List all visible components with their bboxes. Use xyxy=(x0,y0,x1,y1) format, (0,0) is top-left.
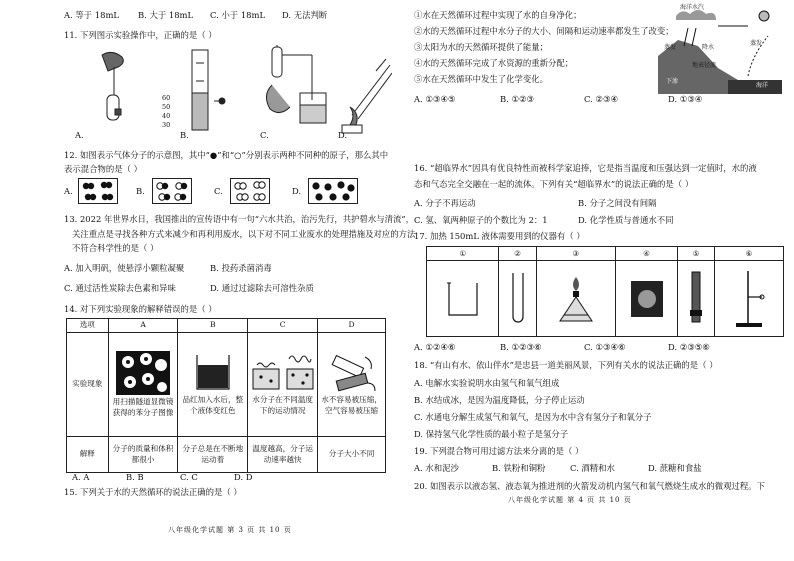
q17-num-3: ③ xyxy=(536,247,616,261)
diagram-label-ocean: 海洋 xyxy=(756,82,769,89)
q16-option-d[interactable]: D. 化学性质与普通水不同 xyxy=(578,215,674,225)
q11-label-a[interactable]: A. xyxy=(75,130,84,140)
q17-num-5: ⑤ xyxy=(677,247,714,261)
q13-line3: 不符合科学性的是（ ） xyxy=(72,243,159,253)
q16-option-c[interactable]: C. 氢、氧两种原子的个数比为 2：1 xyxy=(414,215,548,225)
q14-header-option: 选项 xyxy=(67,319,109,333)
q17-num-6: ⑥ xyxy=(715,247,784,261)
q13-line2: 关注重点是寻找各种方式来减少和再利用废水，以下对不同工业废水的处理措施及对应的方法 xyxy=(72,229,416,239)
q14-explain-c: 温度越高，分子运动速率越快 xyxy=(248,437,318,473)
q10-option-a[interactable]: A. 等于 18mL xyxy=(64,10,119,20)
q16-option-a[interactable]: A. 分子不再运动 xyxy=(414,198,476,208)
q14-row1-label: 实验现象 xyxy=(67,333,109,437)
q19-option-c[interactable]: C. 酒精和水 xyxy=(570,463,615,473)
q11-stem: 11. 下列图示实验操作中，正确的是（ ） xyxy=(64,30,217,40)
molecule-box-b-icon xyxy=(152,178,192,204)
right-page-footer: 八年级化学试题 第 4 页 共 10 页 xyxy=(508,496,632,504)
q17-option-c[interactable]: C. ①③④⑥ xyxy=(584,342,626,352)
scale-30: 30 xyxy=(162,121,171,129)
q17-num-2: ② xyxy=(499,247,536,261)
beaker-red-liquid-icon xyxy=(193,353,233,393)
water-cycle-diagram xyxy=(658,6,782,94)
alcohol-lamp-icon xyxy=(554,273,598,325)
q14-explain-a: 分子的质量和体积都很小 xyxy=(108,437,178,473)
q10-option-d[interactable]: D. 无法判断 xyxy=(282,10,328,20)
q15-item-5: ⑤水在天然循环中发生了化学变化。 xyxy=(414,74,548,84)
q12-figures xyxy=(64,178,394,206)
q15-item-4: ④水的天然循环完成了水资源的重新分配； xyxy=(414,58,574,68)
q16-option-b[interactable]: B. 分子之间没有间隔 xyxy=(578,198,657,208)
q20-stem: 20. 如图表示以液态氢、液态氧为推进剂的火箭发动机内氢气和氧气燃烧生成水的微观过程。下 xyxy=(414,481,765,491)
q14-cell-c1 xyxy=(248,333,318,437)
q14-cell-a1 xyxy=(108,333,178,437)
q17-stem: 17. 加热 150mL 液体需要用到的仪器有（ ） xyxy=(414,231,585,241)
q18-stem: 18. “有山有水、依山伴水”是忠县一道美丽风景，下列有关水的说法正确的是（ ） xyxy=(414,360,718,370)
scale-50: 50 xyxy=(162,103,171,111)
q17-option-b[interactable]: B. ①②③⑥ xyxy=(500,342,542,352)
q14-cell-b1 xyxy=(178,333,248,437)
left-page xyxy=(58,0,416,561)
q14-table xyxy=(66,318,386,473)
q14-explain-b: 分子总是在不断地运动着 xyxy=(178,437,248,473)
q13-option-a[interactable]: A. 加入明矾，使悬浮小颗粒凝聚 xyxy=(64,263,185,273)
diagram-label-evap1: 蒸发 xyxy=(664,44,677,51)
diagram-label-evap2: 蒸发 xyxy=(750,40,763,47)
water-molecules-temperature-icon xyxy=(251,353,315,393)
asbestos-gauze-icon xyxy=(630,280,664,318)
q14-explain-d: 分子大小不同 xyxy=(318,437,386,473)
q17-num-1: ① xyxy=(427,247,499,261)
beaker-icon xyxy=(443,279,483,319)
q15-option-a[interactable]: A. ①③④⑤ xyxy=(414,94,456,104)
q12-label-a[interactable]: A. xyxy=(64,186,73,196)
q11-label-d[interactable]: D. xyxy=(338,130,348,140)
q13-option-b[interactable]: B. 投药杀菌消毒 xyxy=(210,263,272,273)
q14-option-c[interactable]: C. C xyxy=(180,472,198,482)
q17-beaker-cell xyxy=(427,261,499,337)
q18-option-d[interactable]: D. 保持氢气化学性质的最小粒子是氢分子 xyxy=(414,429,569,439)
benzene-stm-image-icon xyxy=(116,351,170,395)
q13-line1: 13. 2022 年世界水日，我国推出的宣传语中有一句“六水共治，治污先行，共护碧水与清流”， xyxy=(64,214,415,224)
diagram-label-infiltration: 下渗 xyxy=(666,78,679,85)
q15-option-c[interactable]: C. ②③④ xyxy=(584,94,618,104)
q14-header-d: D xyxy=(318,319,386,333)
q15-item-2: ②水的天然循环过程中水分子的大小、间隔和运动速率都发生了改变； xyxy=(414,26,674,36)
test-tube-icon xyxy=(508,271,528,327)
q17-burner-cell xyxy=(536,261,616,337)
molecule-box-a-icon xyxy=(78,178,118,204)
q10-option-c[interactable]: C. 小于 18mL xyxy=(210,10,266,20)
diagram-label-precip: 降水 xyxy=(702,44,715,51)
q14-header-a: A xyxy=(108,319,178,333)
q14-option-a[interactable]: A. A xyxy=(72,472,90,482)
q19-option-d[interactable]: D. 蔗糖和食盐 xyxy=(648,463,702,473)
molecule-box-d-icon xyxy=(308,178,358,204)
q15-option-d[interactable]: D. ①③④ xyxy=(668,94,703,104)
q17-gauze-cell xyxy=(616,261,678,337)
diagram-label-vapor: 海洋水汽 xyxy=(680,4,705,11)
q12-label-c[interactable]: C. xyxy=(214,186,223,196)
q14-phenomenon-b: 品红加入水后，整个液体变红色 xyxy=(182,395,244,415)
q10-option-b[interactable]: B. 大于 18mL xyxy=(138,10,194,20)
q11-label-c[interactable]: C. xyxy=(260,130,269,140)
q17-option-a[interactable]: A. ①②④⑥ xyxy=(414,342,456,352)
q14-cell-d1 xyxy=(318,333,386,437)
q13-option-c[interactable]: C. 通过活性炭除去色素和异味 xyxy=(64,283,176,293)
q19-stem: 19. 下列混合物可用过滤方法来分离的是（ ） xyxy=(414,446,584,456)
q14-option-b[interactable]: B. B xyxy=(126,472,144,482)
q17-option-d[interactable]: D. ②③⑤⑥ xyxy=(668,342,710,352)
q14-option-d[interactable]: D. D xyxy=(234,472,253,482)
q17-tongs-cell xyxy=(677,261,714,337)
scale-60: 60 xyxy=(162,94,171,102)
q15-item-3: ③太阳为水的天然循环提供了能量； xyxy=(414,42,548,52)
q14-header-c: C xyxy=(248,319,318,333)
q12-label-d[interactable]: D. xyxy=(292,186,302,196)
q15-option-b[interactable]: B. ①②③ xyxy=(500,94,535,104)
q11-label-b[interactable]: B. xyxy=(180,130,189,140)
scale-40: 40 xyxy=(162,112,171,120)
q11-cylinder-scale xyxy=(162,94,170,130)
iron-stand-icon xyxy=(730,269,768,329)
syringe-compression-icon xyxy=(327,353,377,393)
test-tube-holder-icon xyxy=(686,270,706,328)
q12-label-b[interactable]: B. xyxy=(136,186,145,196)
q14-row2-label: 解释 xyxy=(67,437,109,473)
q15-stem: 15. 下列关于水的天然循环的说法正确的是（ ） xyxy=(64,487,242,497)
q14-phenomenon-c: 水分子在不同温度下的运动情况 xyxy=(252,395,314,415)
q11-apparatus-icons xyxy=(92,45,392,135)
q18-option-a[interactable]: A. 电解水实验说明水由氢气和氧气组成 xyxy=(414,378,560,388)
q17-testtube-cell xyxy=(499,261,536,337)
q14-stem: 14. 对下列实验现象的解释错误的是（ ） xyxy=(64,304,217,314)
q14-header-b: B xyxy=(178,319,248,333)
q19-option-a[interactable]: A. 水和泥沙 xyxy=(414,463,459,473)
q12-stem-line1: 12. 如图表示气体分子的示意图，其中“●”和“○”分别表示两种不同种的原子，那么其中 xyxy=(64,150,389,160)
q17-stand-cell xyxy=(715,261,784,337)
q15-item-1: ①水在天然循环过程中实现了水的自身净化； xyxy=(414,10,582,20)
q18-option-b[interactable]: B. 水结成冰，是因为温度降低，分子停止运动 xyxy=(414,395,585,405)
q13-option-d[interactable]: D. 通过过滤除去可溶性杂质 xyxy=(210,283,314,293)
q17-num-4: ④ xyxy=(616,247,678,261)
q19-option-b[interactable]: B. 铁粉和铜粉 xyxy=(492,463,546,473)
molecule-box-c-icon xyxy=(230,178,270,204)
q14-phenomenon-a: 用扫描隧道显微镜获得的苯分子图像 xyxy=(112,397,174,417)
q11-figures xyxy=(92,45,392,135)
q18-option-c[interactable]: C. 水通电分解生成氢气和氧气，是因为水中含有氢分子和氧分子 xyxy=(414,412,652,422)
right-page xyxy=(414,0,784,561)
q16-line1: 16. “超临界水”因具有优良特性而被科学家追捧，它是指当温度和压强达到一定值时，水的液 xyxy=(414,163,757,173)
q17-instrument-table xyxy=(426,246,784,337)
diagram-label-runoff: 地表径流 xyxy=(692,62,717,69)
q14-phenomenon-d: 水不容易被压缩，空气容易被压缩 xyxy=(321,395,382,415)
q12-stem-line2: 表示混合物的是（ ） xyxy=(64,164,143,174)
left-page-footer: 八年级化学试题 第 3 页 共 10 页 xyxy=(168,526,292,534)
q16-line2: 态和气态完全交融在一起的流体。下列有关“超临界水”的说法正确的是（ ） xyxy=(414,179,694,189)
